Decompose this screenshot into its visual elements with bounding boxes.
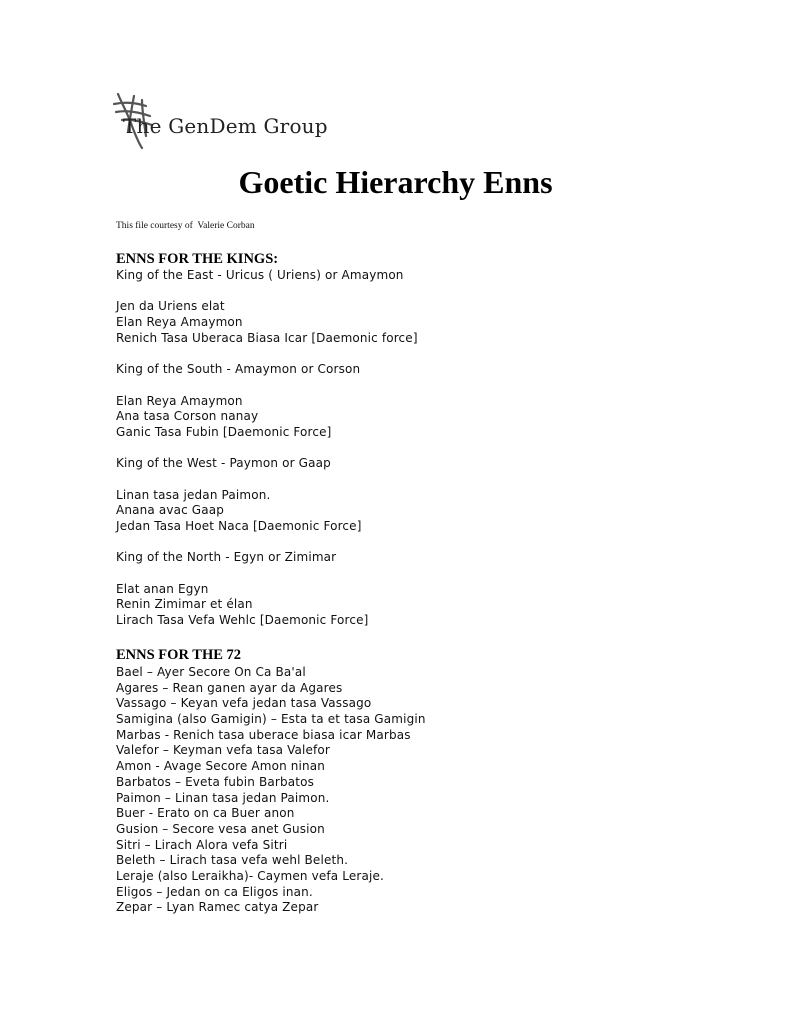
list-item: King of the West - Paymon or Gaap [116, 456, 331, 471]
list-item: Ana tasa Corson nanay [116, 409, 259, 424]
list-item: Barbatos – Eveta fubin Barbatos [116, 774, 314, 789]
list-item: Paimon – Linan tasa jedan Paimon. [116, 790, 330, 805]
kings-enns-list [116, 268, 418, 629]
list-item: Linan tasa jedan Paimon. [116, 487, 271, 502]
list-item: Jedan Tasa Hoet Naca [Daemonic Force] [116, 519, 362, 533]
list-item: Anana avac Gaap [116, 503, 225, 518]
list-item: Marbas - Renich tasa uberace biasa icar Marbas [116, 727, 411, 742]
list-item: Jen da Uriens elat [116, 299, 225, 314]
list-item: Leraje (also Leraikha)- Caymen vefa Leraje. [116, 868, 384, 883]
list-item: Sitri – Lirach Alora vefa Sitri [116, 837, 288, 852]
list-item [116, 346, 418, 362]
list-item [116, 441, 418, 457]
list-item: King of the East - Uricus ( Uriens) or Amaymon [116, 268, 404, 282]
list-item: Valefor – Keyman vefa tasa Valefor [116, 743, 330, 758]
list-item [116, 535, 418, 551]
list-item: Beleth – Lirach tasa vefa wehl Beleth. [116, 853, 349, 868]
list-item: Elan Reya Amaymon [116, 393, 243, 408]
logo [112, 92, 352, 152]
section-heading-72: ENNS FOR THE 72 [116, 647, 242, 663]
list-item: Amon - Avage Secore Amon ninan [116, 759, 326, 774]
list-item: Eligos – Jedan on ca Eligos inan. [116, 884, 313, 899]
list-item: Zepar – Lyan Ramec catya Zepar [116, 900, 319, 915]
list-item: Lirach Tasa Vefa Wehlc [Daemonic Force] [116, 613, 369, 628]
list-item: King of the South - Amaymon or Corson [116, 362, 361, 377]
list-item [116, 566, 418, 582]
list-item: Bael – Ayer Secore On Ca Ba'al [116, 665, 306, 679]
list-item: Elan Reya Amaymon [116, 315, 243, 330]
list-item: Agares – Rean ganen ayar da Agares [116, 680, 343, 695]
list-item: Elat anan Egyn [116, 581, 209, 596]
seventytwo-enns-list [116, 665, 426, 916]
list-item: Vassago – Keyan vefa jedan tasa Vassago [116, 696, 372, 711]
list-item: King of the North - Egyn or Zimimar [116, 550, 337, 565]
list-item [116, 378, 418, 394]
list-item: Ganic Tasa Fubin [Daemonic Force] [116, 424, 332, 439]
list-item [116, 284, 418, 300]
list-item: Gusion – Secore vesa anet Gusion [116, 821, 325, 836]
list-item [116, 472, 418, 488]
list-item: Renin Zimimar et élan [116, 597, 253, 612]
courtesy-note: This file courtesy of Valerie Corban [116, 221, 255, 231]
list-item: Samigina (also Gamigin) – Esta ta et tasa Gamigin [116, 712, 426, 727]
list-item: Renich Tasa Uberaca Biasa Icar [Daemonic force] [116, 330, 418, 345]
list-item: Buer - Erato on ca Buer anon [116, 806, 295, 821]
logo-text: The GenDem Group [123, 114, 328, 138]
page-title: Goetic Hierarchy Enns [238, 164, 553, 200]
section-heading-kings: ENNS FOR THE KINGS: [116, 251, 279, 267]
